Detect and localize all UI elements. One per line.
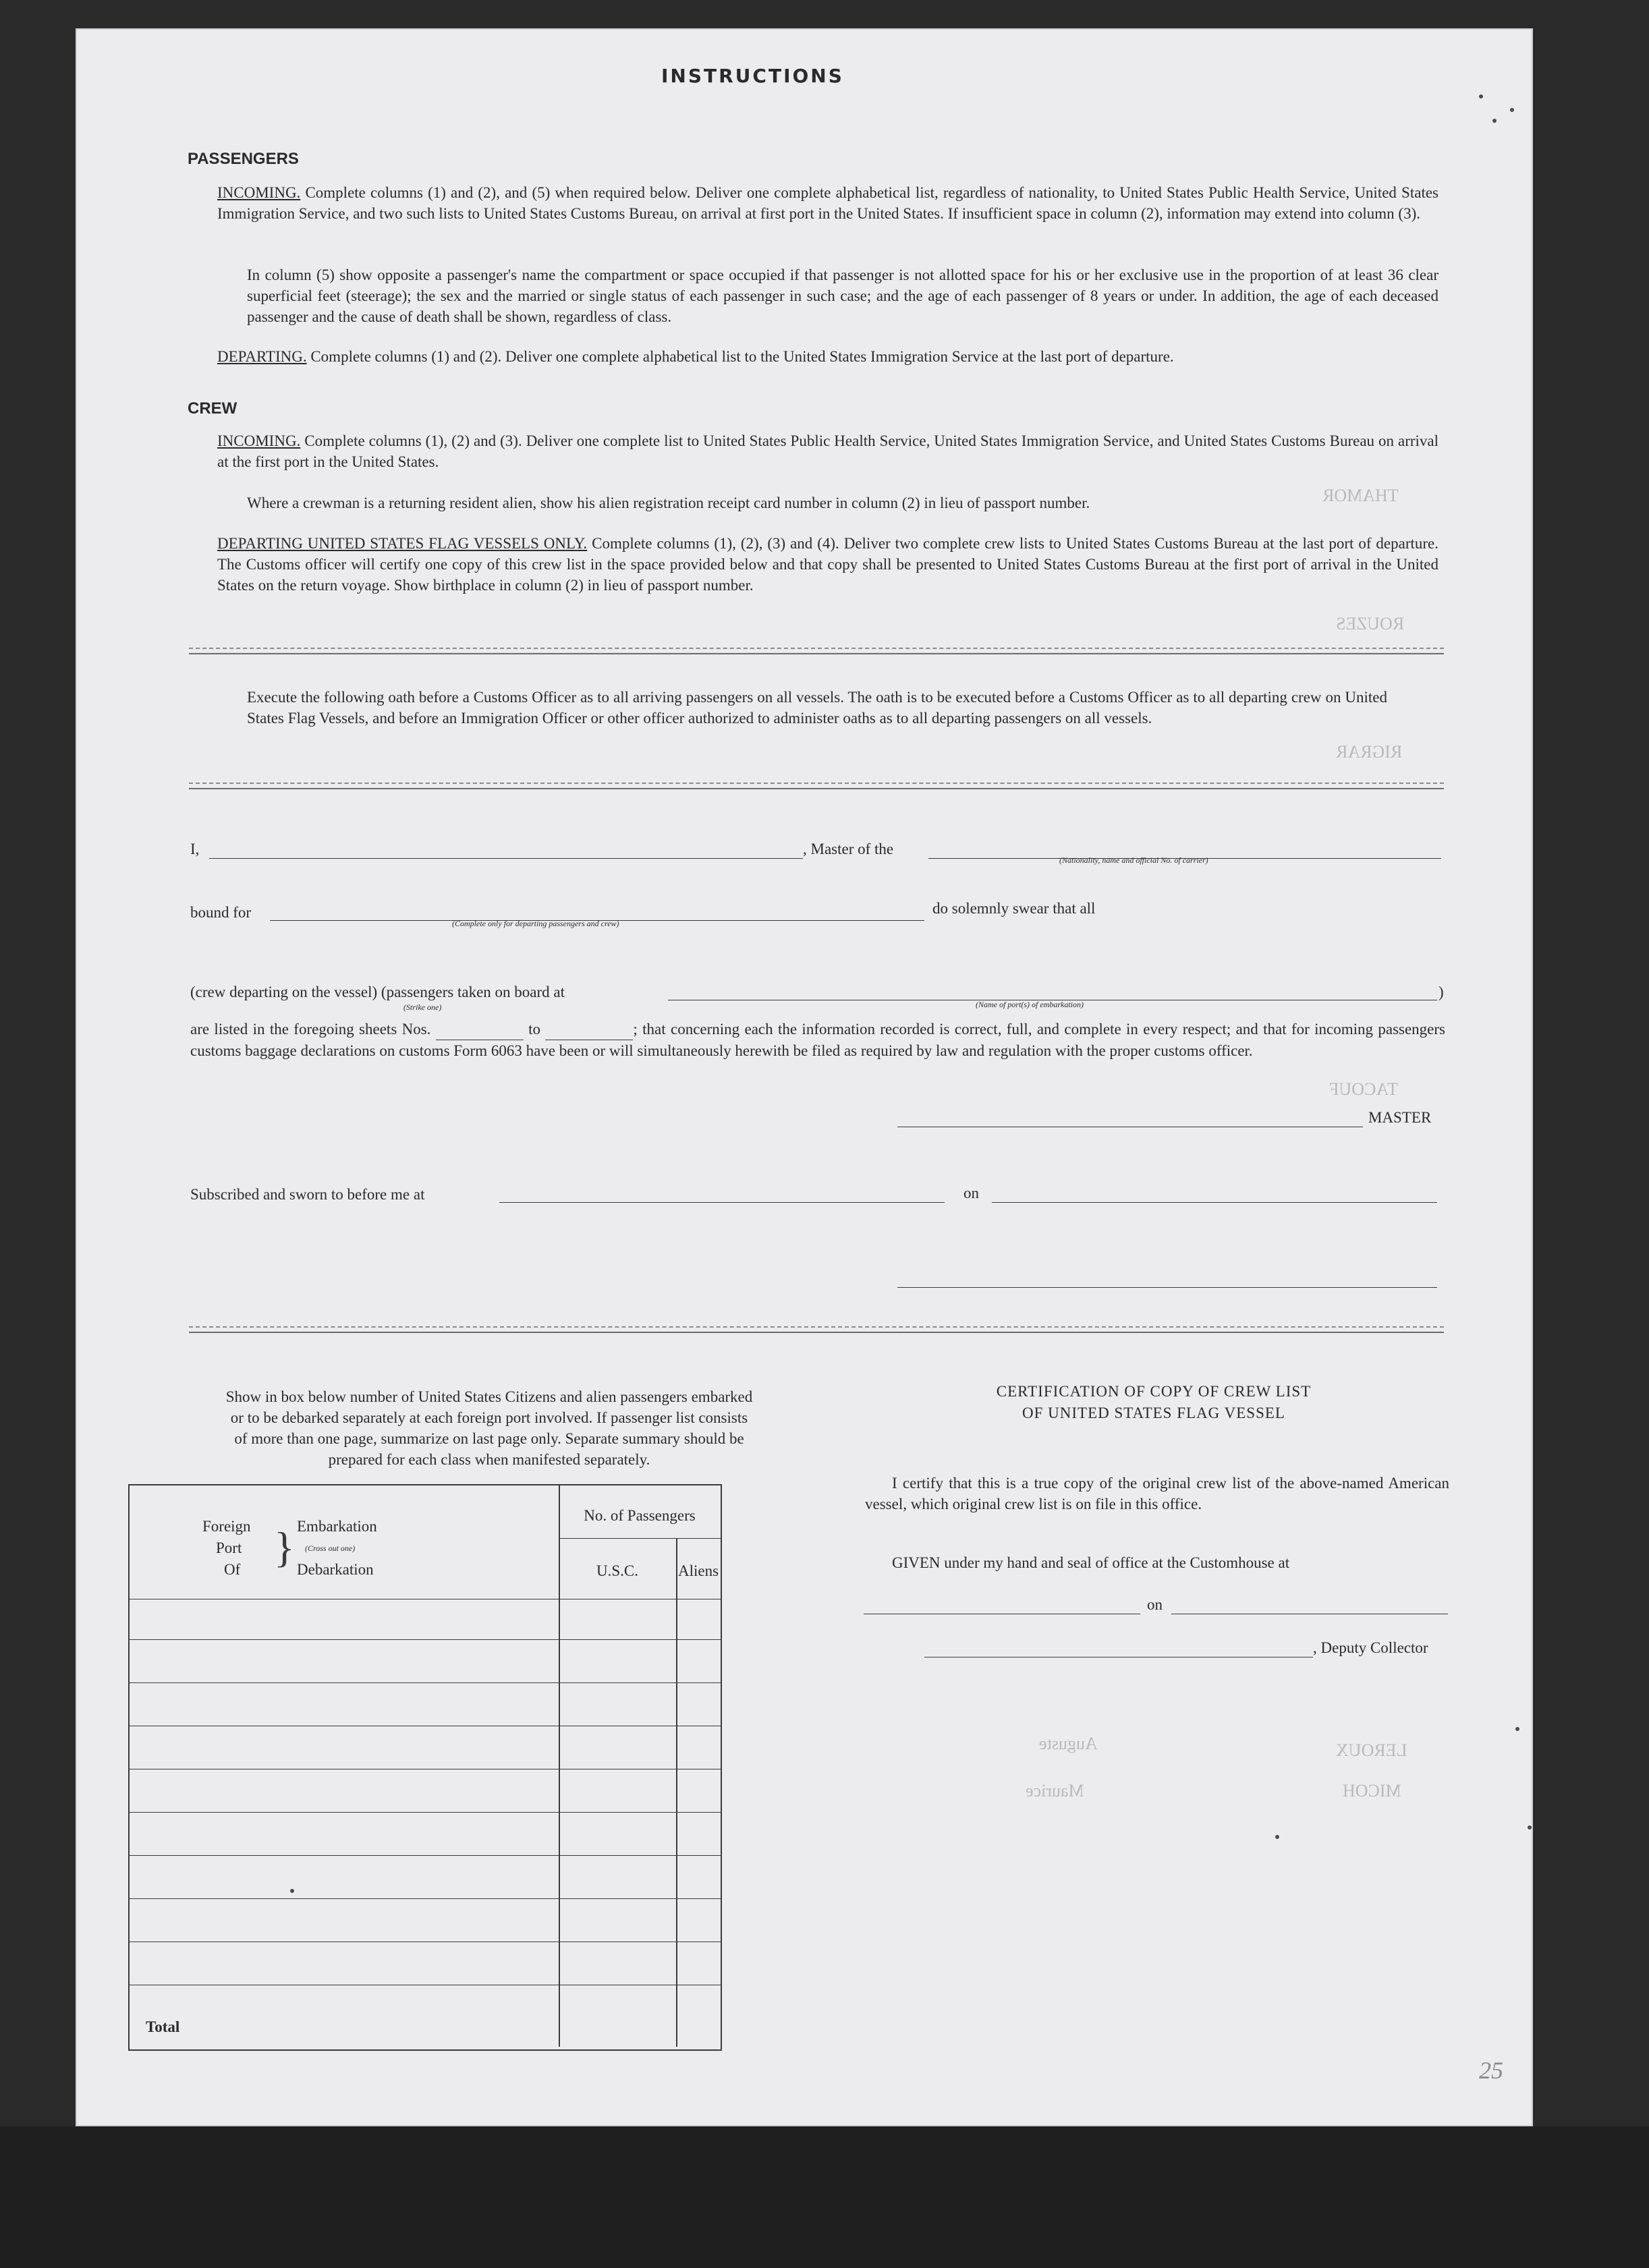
- speck: [1275, 1835, 1279, 1839]
- passengers-incoming-text: Complete columns (1) and (2), and (5) when required below. Deliver one complete alphabetical list, regardless of nationality, to United States Public Health Service, United States Immigration Service, and two such lists to United States Customs Bureau, on arrival at first port in the United States. If insufficient space in column (2), information may extend into column (3).: [217, 184, 1438, 222]
- total-label: Total: [146, 2018, 180, 2035]
- separator-dash-1: [189, 648, 1444, 649]
- certification-on-label: on: [1147, 1596, 1163, 1613]
- table-hline-head: [559, 1538, 721, 1539]
- foreign-label: Foreign: [202, 1518, 251, 1535]
- usc-label: U.S.C.: [596, 1562, 638, 1579]
- crew-departing-label: DEPARTING UNITED STATES FLAG VESSELS ONLY.: [217, 535, 588, 552]
- ports-hint: (Name of port(s) of embarkation): [976, 1000, 1084, 1009]
- passengers-departing-paragraph: [217, 346, 1438, 367]
- listed-rest: ; that concerning each the information recorded is correct, full, and complete in every respect; and that for incoming passengers customs baggage declarations on customs Form 6063 have been or will simultaneously herewith be filed as required by law and regulation with the proper customs officer.: [190, 1021, 1446, 1059]
- certification-title-1: CERTIFICATION OF COPY OF CREW LIST: [996, 1383, 1312, 1400]
- scan-background: [0, 2126, 1649, 2268]
- table-hline-1: [130, 1639, 721, 1640]
- speck: [1492, 119, 1497, 123]
- port-label: Port: [216, 1539, 242, 1556]
- speck: [1479, 94, 1483, 98]
- certification-text: I certify that this is a true copy of the original crew list of the above-named American vessel, which original crew list is on file in this office.: [865, 1475, 1449, 1512]
- passenger-summary-table: [128, 1484, 722, 2051]
- crew-resident-text: Where a crewman is a returning resident alien, show his alien registration receipt card number in column (2) in lieu of passport number.: [247, 494, 1090, 511]
- separator-dash-2: [189, 783, 1444, 784]
- table-hline-6: [130, 1855, 721, 1856]
- speck: [1515, 1727, 1519, 1731]
- master-of-label: , Master of the: [803, 841, 894, 857]
- given-label: GIVEN under my hand and seal of office at the Customhouse at: [892, 1554, 1290, 1571]
- sheet-from-field[interactable]: [436, 1019, 524, 1040]
- passengers-heading: PASSENGERS: [188, 150, 299, 168]
- master-label: MASTER: [1368, 1109, 1432, 1126]
- embarkation-label: Embarkation: [297, 1518, 377, 1535]
- crew-departing-paragraph: [217, 533, 1438, 596]
- passengers-departing-text: Complete columns (1) and (2). Deliver one complete alphabetical list to the United States Immigration Service at the last port of departure.: [310, 348, 1174, 365]
- sheet-to-field[interactable]: [545, 1019, 633, 1040]
- sworn-date-field[interactable]: [992, 1202, 1437, 1203]
- subscribed-label: Subscribed and sworn to before me at: [190, 1186, 425, 1203]
- sworn-place-field[interactable]: [499, 1202, 945, 1203]
- crew-incoming-text: Complete columns (1), (2) and (3). Deliver one complete list to United States Public Health Service, United States Immigration Service, and United States Customs Bureau on arrival at the first port in the United States.: [217, 432, 1438, 470]
- summary-instruction: Show in box below number of United States Citizens and alien passengers embarked or to be debarked separately at each foreign port involved. If passenger list consists of more than one page, summarize on last page only. Separate summary should be prepared for each class when manifested separately.: [225, 1388, 753, 1468]
- debarkation-label: Debarkation: [297, 1561, 374, 1578]
- passengers-column5-text: In column (5) show opposite a passenger's name the compartment or space occupied if that passenger is not allotted space for his or her exclusive use in the proportion of at least 36 clear superficial feet (steerage); the sex and the married or single status of each passenger in such case; and the age of each passenger of 8 years or under. In addition, the age of each deceased passenger and the cause of death shall be shown, regardless of class.: [247, 266, 1438, 325]
- to-label: to: [528, 1021, 541, 1038]
- strike-one-hint: (Strike one): [403, 1002, 442, 1012]
- speck: [290, 1889, 294, 1893]
- deputy-collector-label: , Deputy Collector: [1313, 1639, 1428, 1656]
- cross-out-hint: (Cross out one): [305, 1543, 356, 1553]
- crew-heading: CREW: [188, 399, 237, 418]
- passengers-incoming-paragraph: [217, 182, 1438, 224]
- separator-rule-1: [189, 653, 1444, 654]
- oath-i-label: I,: [190, 841, 200, 857]
- table-vline-2: [676, 1538, 677, 2047]
- page-number: 25: [1479, 2057, 1503, 2084]
- separator-rule-2: [189, 788, 1444, 789]
- listed-prefix: are listed in the foregoing sheets Nos.: [190, 1021, 431, 1038]
- crew-incoming-label: INCOMING.: [217, 432, 301, 449]
- passengers-incoming-label: INCOMING.: [217, 184, 301, 201]
- passengers-departing-label: DEPARTING.: [217, 348, 307, 365]
- bound-for-label: bound for: [190, 904, 252, 921]
- sworn-on-label: on: [963, 1185, 979, 1201]
- speck: [1528, 1825, 1532, 1830]
- table-hline-8: [130, 1941, 721, 1942]
- listed-paragraph: [190, 1019, 1445, 1061]
- no-passengers-label: No. of Passengers: [584, 1507, 696, 1524]
- oath-intro: Execute the following oath before a Customs Officer as to all arriving passengers on all vessels. The oath is to be executed before a Customs Officer as to all departing crew on United States Flag Vessels, and before an Immigration Officer or other officer authorized to administer oaths as to all departing passengers on all vessels.: [247, 689, 1387, 727]
- crew-departing-label: (crew departing on the vessel) (passengers taken on board at: [190, 984, 565, 1000]
- brace-icon: }: [274, 1523, 295, 1571]
- officer-signature-field[interactable]: [897, 1287, 1437, 1288]
- separator-rule-3: [189, 1332, 1444, 1333]
- certification-title-2: OF UNITED STATES FLAG VESSEL: [1022, 1405, 1285, 1421]
- crew-incoming-paragraph: [217, 430, 1438, 472]
- complete-hint: (Complete only for departing passengers and crew): [452, 919, 619, 928]
- separator-dash-3: [189, 1326, 1444, 1328]
- aliens-label: Aliens: [677, 1562, 719, 1579]
- master-name-field[interactable]: [209, 858, 803, 859]
- page-title: INSTRUCTIONS: [661, 65, 844, 87]
- table-hline-5: [130, 1812, 721, 1813]
- swear-label: do solemnly swear that all: [932, 900, 1096, 917]
- of-label: Of: [224, 1561, 241, 1578]
- table-hline-7: [130, 1898, 721, 1899]
- speck: [1510, 108, 1514, 112]
- nationality-hint: (Nationality, name and official No. of carrier): [1059, 855, 1208, 865]
- close-paren: ): [1438, 984, 1444, 1000]
- crew-departing-text: Complete columns (1), (2), (3) and (4). Deliver two complete crew lists to United States Customs Bureau at the last port of departure. The Customs officer will certify one copy of this crew list in the space provided below and that copy shall be presented to United States Customs Bureau at the first port of arrival in the United States on the return voyage. Show birthplace in column (2) in lieu of passport number.: [217, 535, 1439, 594]
- table-hline-2: [130, 1682, 721, 1683]
